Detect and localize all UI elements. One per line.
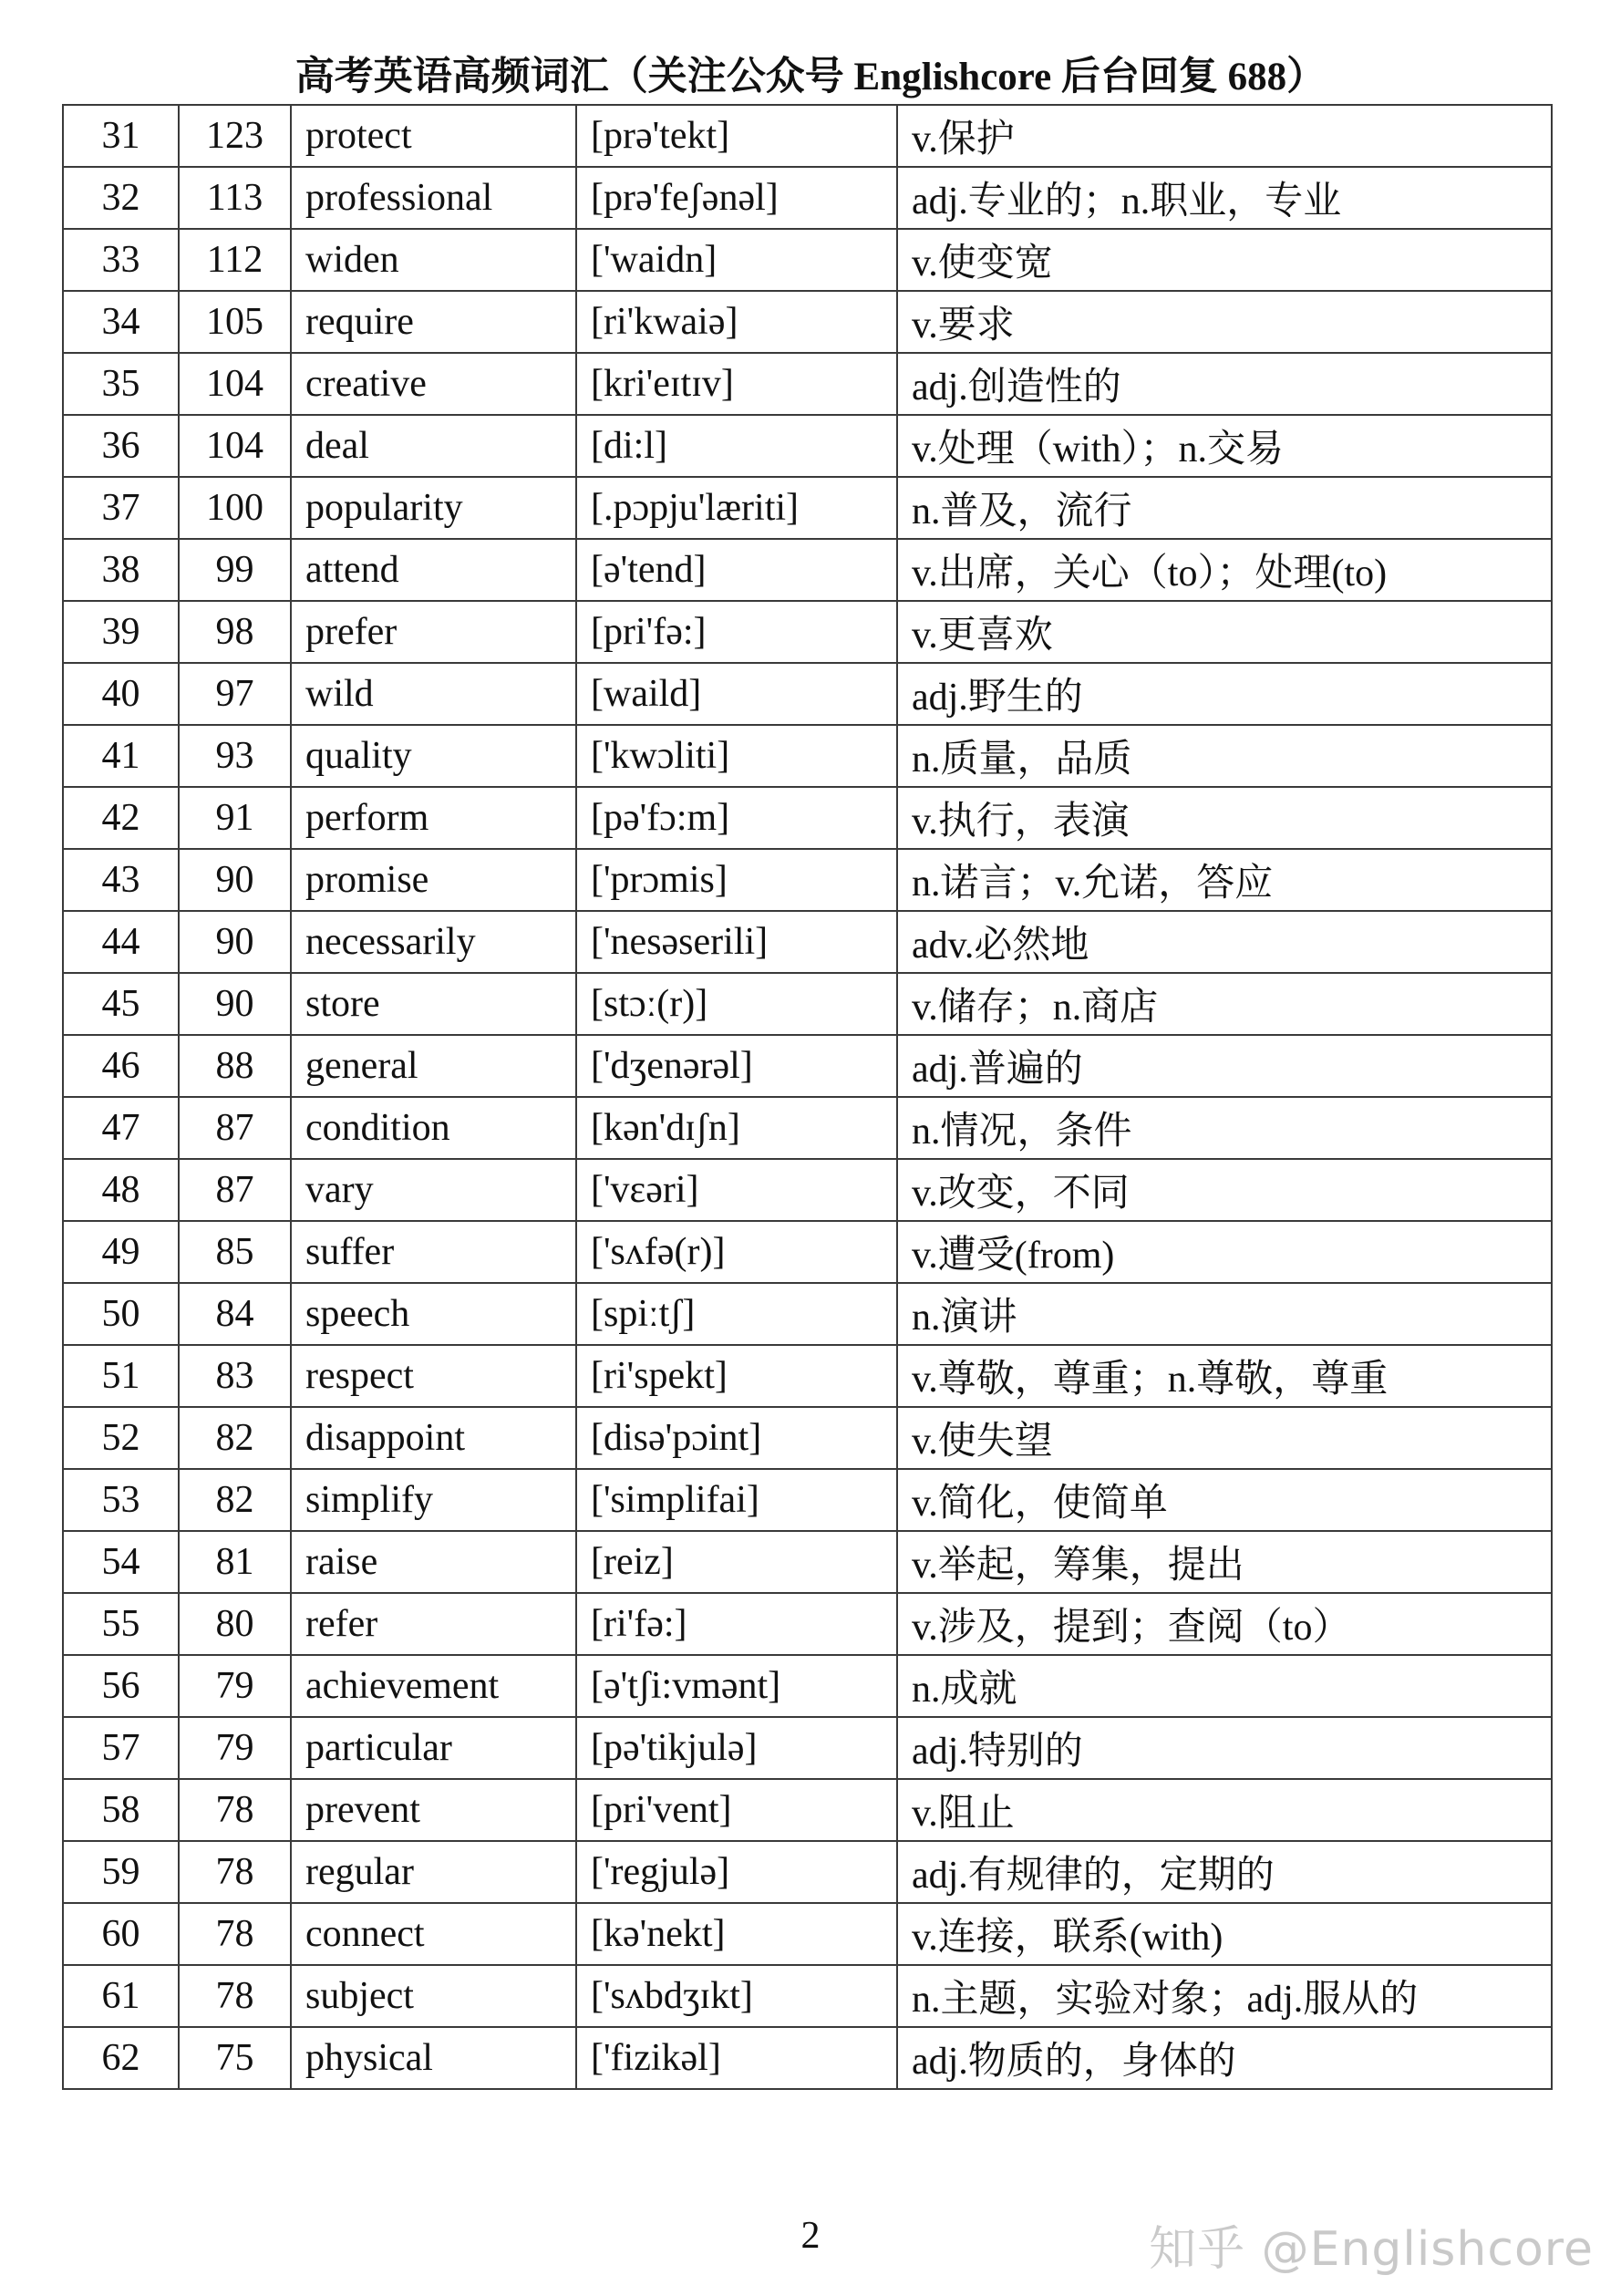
word-cell: creative — [291, 353, 576, 415]
page-number: 2 — [800, 2215, 821, 2257]
word-cell: promise — [291, 849, 576, 911]
row-number-cell: 48 — [63, 1159, 179, 1221]
phonetic-cell: [ə'tʃi:vmənt] — [576, 1655, 897, 1717]
table-row — [63, 1717, 1552, 1779]
meaning-cell: n.普及，流行 — [897, 477, 1552, 539]
word-cell: protect — [291, 105, 576, 167]
frequency-cell: 82 — [179, 1407, 291, 1469]
phonetic-cell: [prə'tekt] — [576, 105, 897, 167]
frequency-cell: 113 — [179, 167, 291, 229]
row-number-cell: 50 — [63, 1283, 179, 1345]
frequency-cell: 104 — [179, 415, 291, 477]
row-number-cell: 59 — [63, 1841, 179, 1903]
meaning-cell: n.诺言；v.允诺，答应 — [897, 849, 1552, 911]
word-cell: attend — [291, 539, 576, 601]
frequency-cell: 79 — [179, 1717, 291, 1779]
table-row — [63, 601, 1552, 663]
phonetic-cell: ['sʌbdʒɪkt] — [576, 1965, 897, 2027]
word-cell: general — [291, 1035, 576, 1097]
row-number-cell: 52 — [63, 1407, 179, 1469]
word-cell: necessarily — [291, 911, 576, 973]
row-number-cell: 61 — [63, 1965, 179, 2027]
phonetic-cell: ['vɛəri] — [576, 1159, 897, 1221]
table-row — [63, 1035, 1552, 1097]
meaning-cell: v.储存；n.商店 — [897, 973, 1552, 1035]
table-row — [63, 167, 1552, 229]
frequency-cell: 78 — [179, 1841, 291, 1903]
frequency-cell: 83 — [179, 1345, 291, 1407]
table-row — [63, 2027, 1552, 2089]
frequency-cell: 112 — [179, 229, 291, 291]
phonetic-cell: [waild] — [576, 663, 897, 725]
frequency-cell: 87 — [179, 1097, 291, 1159]
row-number-cell: 47 — [63, 1097, 179, 1159]
frequency-cell: 93 — [179, 725, 291, 787]
word-cell: refer — [291, 1593, 576, 1655]
meaning-cell: adj.野生的 — [897, 663, 1552, 725]
table-row — [63, 1469, 1552, 1531]
meaning-cell: adj.专业的；n.职业，专业 — [897, 167, 1552, 229]
word-cell: widen — [291, 229, 576, 291]
row-number-cell: 56 — [63, 1655, 179, 1717]
table-row — [63, 1345, 1552, 1407]
row-number-cell: 57 — [63, 1717, 179, 1779]
phonetic-cell: ['waidn] — [576, 229, 897, 291]
row-number-cell: 41 — [63, 725, 179, 787]
row-number-cell: 32 — [63, 167, 179, 229]
frequency-cell: 100 — [179, 477, 291, 539]
word-cell: wild — [291, 663, 576, 725]
phonetic-cell: [ri'kwaiə] — [576, 291, 897, 353]
frequency-cell: 78 — [179, 1903, 291, 1965]
phonetic-cell: ['dʒenərəl] — [576, 1035, 897, 1097]
frequency-cell: 90 — [179, 849, 291, 911]
row-number-cell: 35 — [63, 353, 179, 415]
table-row — [63, 787, 1552, 849]
meaning-cell: v.尊敬，尊重；n.尊敬，尊重 — [897, 1345, 1552, 1407]
frequency-cell: 84 — [179, 1283, 291, 1345]
table-row — [63, 663, 1552, 725]
word-cell: physical — [291, 2027, 576, 2089]
frequency-cell: 82 — [179, 1469, 291, 1531]
word-cell: speech — [291, 1283, 576, 1345]
word-cell: simplify — [291, 1469, 576, 1531]
frequency-cell: 97 — [179, 663, 291, 725]
word-cell: subject — [291, 1965, 576, 2027]
frequency-cell: 85 — [179, 1221, 291, 1283]
word-cell: deal — [291, 415, 576, 477]
meaning-cell: v.使变宽 — [897, 229, 1552, 291]
frequency-cell: 81 — [179, 1531, 291, 1593]
phonetic-cell: [stɔː(r)] — [576, 973, 897, 1035]
frequency-cell: 99 — [179, 539, 291, 601]
word-cell: particular — [291, 1717, 576, 1779]
meaning-cell: v.处理（with）；n.交易 — [897, 415, 1552, 477]
word-cell: disappoint — [291, 1407, 576, 1469]
frequency-cell: 90 — [179, 911, 291, 973]
phonetic-cell: [kən'dɪʃn] — [576, 1097, 897, 1159]
word-cell: popularity — [291, 477, 576, 539]
table-row — [63, 849, 1552, 911]
meaning-cell: adj.特别的 — [897, 1717, 1552, 1779]
meaning-cell: n.情况，条件 — [897, 1097, 1552, 1159]
word-cell: prefer — [291, 601, 576, 663]
word-cell: prevent — [291, 1779, 576, 1841]
phonetic-cell: [di:l] — [576, 415, 897, 477]
meaning-cell: v.连接，联系(with) — [897, 1903, 1552, 1965]
meaning-cell: adj.创造性的 — [897, 353, 1552, 415]
phonetic-cell: [spiːtʃ] — [576, 1283, 897, 1345]
phonetic-cell: ['regjulə] — [576, 1841, 897, 1903]
table-row — [63, 1593, 1552, 1655]
meaning-cell: v.举起，筹集，提出 — [897, 1531, 1552, 1593]
meaning-cell: v.使失望 — [897, 1407, 1552, 1469]
row-number-cell: 33 — [63, 229, 179, 291]
row-number-cell: 49 — [63, 1221, 179, 1283]
word-cell: condition — [291, 1097, 576, 1159]
table-row — [63, 539, 1552, 601]
meaning-cell: adj.物质的，身体的 — [897, 2027, 1552, 2089]
table-row — [63, 1903, 1552, 1965]
word-cell: require — [291, 291, 576, 353]
phonetic-cell: [ə'tend] — [576, 539, 897, 601]
row-number-cell: 44 — [63, 911, 179, 973]
word-cell: professional — [291, 167, 576, 229]
meaning-cell: adv.必然地 — [897, 911, 1552, 973]
phonetic-cell: [reiz] — [576, 1531, 897, 1593]
phonetic-cell: [kri'eɪtɪv] — [576, 353, 897, 415]
row-number-cell: 36 — [63, 415, 179, 477]
frequency-cell: 78 — [179, 1779, 291, 1841]
meaning-cell: v.执行，表演 — [897, 787, 1552, 849]
phonetic-cell: [.pɔpju'læriti] — [576, 477, 897, 539]
phonetic-cell: [ri'fə:] — [576, 1593, 897, 1655]
phonetic-cell: ['fizikəl] — [576, 2027, 897, 2089]
meaning-cell: v.要求 — [897, 291, 1552, 353]
phonetic-cell: [ri'spekt] — [576, 1345, 897, 1407]
word-cell: respect — [291, 1345, 576, 1407]
word-cell: raise — [291, 1531, 576, 1593]
frequency-cell: 88 — [179, 1035, 291, 1097]
table-row — [63, 911, 1552, 973]
frequency-cell: 91 — [179, 787, 291, 849]
row-number-cell: 53 — [63, 1469, 179, 1531]
row-number-cell: 60 — [63, 1903, 179, 1965]
word-cell: connect — [291, 1903, 576, 1965]
table-row — [63, 477, 1552, 539]
row-number-cell: 38 — [63, 539, 179, 601]
row-number-cell: 45 — [63, 973, 179, 1035]
vocabulary-table-body — [63, 105, 1552, 2089]
frequency-cell: 104 — [179, 353, 291, 415]
frequency-cell: 78 — [179, 1965, 291, 2027]
frequency-cell: 105 — [179, 291, 291, 353]
meaning-cell: v.更喜欢 — [897, 601, 1552, 663]
table-row — [63, 1655, 1552, 1717]
phonetic-cell: [pə'tikjulə] — [576, 1717, 897, 1779]
zhihu-watermark: 知乎 @Englishcore — [1149, 2222, 1594, 2277]
table-row — [63, 725, 1552, 787]
word-cell: perform — [291, 787, 576, 849]
document-title: 高考英语高频词汇（关注公众号 Englishcore 后台回复 688） — [294, 56, 1327, 98]
table-row — [63, 1283, 1552, 1345]
table-row — [63, 1965, 1552, 2027]
vocabulary-table — [62, 104, 1553, 2090]
phonetic-cell: [pə'fɔ:m] — [576, 787, 897, 849]
phonetic-cell: ['sʌfə(r)] — [576, 1221, 897, 1283]
meaning-cell: v.涉及，提到；查阅（to） — [897, 1593, 1552, 1655]
table-row — [63, 1779, 1552, 1841]
meaning-cell: adj.普遍的 — [897, 1035, 1552, 1097]
meaning-cell: v.简化，使简单 — [897, 1469, 1552, 1531]
table-row — [63, 1221, 1552, 1283]
meaning-cell: v.改变，不同 — [897, 1159, 1552, 1221]
word-cell: vary — [291, 1159, 576, 1221]
table-row — [63, 1407, 1552, 1469]
row-number-cell: 37 — [63, 477, 179, 539]
phonetic-cell: [pri'fə:] — [576, 601, 897, 663]
table-row — [63, 1159, 1552, 1221]
row-number-cell: 43 — [63, 849, 179, 911]
table-row — [63, 973, 1552, 1035]
table-row — [63, 1531, 1552, 1593]
table-row — [63, 1841, 1552, 1903]
phonetic-cell: ['nesəserili] — [576, 911, 897, 973]
phonetic-cell: ['kwɔliti] — [576, 725, 897, 787]
frequency-cell: 87 — [179, 1159, 291, 1221]
word-cell: store — [291, 973, 576, 1035]
table-row — [63, 353, 1552, 415]
meaning-cell: n.质量，品质 — [897, 725, 1552, 787]
phonetic-cell: [kə'nekt] — [576, 1903, 897, 1965]
row-number-cell: 34 — [63, 291, 179, 353]
word-cell: suffer — [291, 1221, 576, 1283]
row-number-cell: 46 — [63, 1035, 179, 1097]
word-cell: regular — [291, 1841, 576, 1903]
row-number-cell: 62 — [63, 2027, 179, 2089]
row-number-cell: 51 — [63, 1345, 179, 1407]
row-number-cell: 31 — [63, 105, 179, 167]
table-row — [63, 415, 1552, 477]
row-number-cell: 39 — [63, 601, 179, 663]
frequency-cell: 75 — [179, 2027, 291, 2089]
phonetic-cell: [prə'feʃənəl] — [576, 167, 897, 229]
phonetic-cell: ['simplifai] — [576, 1469, 897, 1531]
word-cell: quality — [291, 725, 576, 787]
frequency-cell: 79 — [179, 1655, 291, 1717]
meaning-cell: n.演讲 — [897, 1283, 1552, 1345]
phonetic-cell: [pri'vent] — [576, 1779, 897, 1841]
meaning-cell: v.阻止 — [897, 1779, 1552, 1841]
row-number-cell: 42 — [63, 787, 179, 849]
frequency-cell: 98 — [179, 601, 291, 663]
frequency-cell: 80 — [179, 1593, 291, 1655]
table-row — [63, 291, 1552, 353]
meaning-cell: v.保护 — [897, 105, 1552, 167]
meaning-cell: n.主题，实验对象；adj.服从的 — [897, 1965, 1552, 2027]
phonetic-cell: [disə'pɔint] — [576, 1407, 897, 1469]
meaning-cell: v.遭受(from) — [897, 1221, 1552, 1283]
row-number-cell: 58 — [63, 1779, 179, 1841]
row-number-cell: 40 — [63, 663, 179, 725]
frequency-cell: 90 — [179, 973, 291, 1035]
row-number-cell: 55 — [63, 1593, 179, 1655]
table-row — [63, 1097, 1552, 1159]
meaning-cell: adj.有规律的，定期的 — [897, 1841, 1552, 1903]
meaning-cell: n.成就 — [897, 1655, 1552, 1717]
phonetic-cell: ['prɔmis] — [576, 849, 897, 911]
frequency-cell: 123 — [179, 105, 291, 167]
meaning-cell: v.出席，关心（to）；处理(to) — [897, 539, 1552, 601]
row-number-cell: 54 — [63, 1531, 179, 1593]
table-row — [63, 105, 1552, 167]
word-cell: achievement — [291, 1655, 576, 1717]
table-row — [63, 229, 1552, 291]
